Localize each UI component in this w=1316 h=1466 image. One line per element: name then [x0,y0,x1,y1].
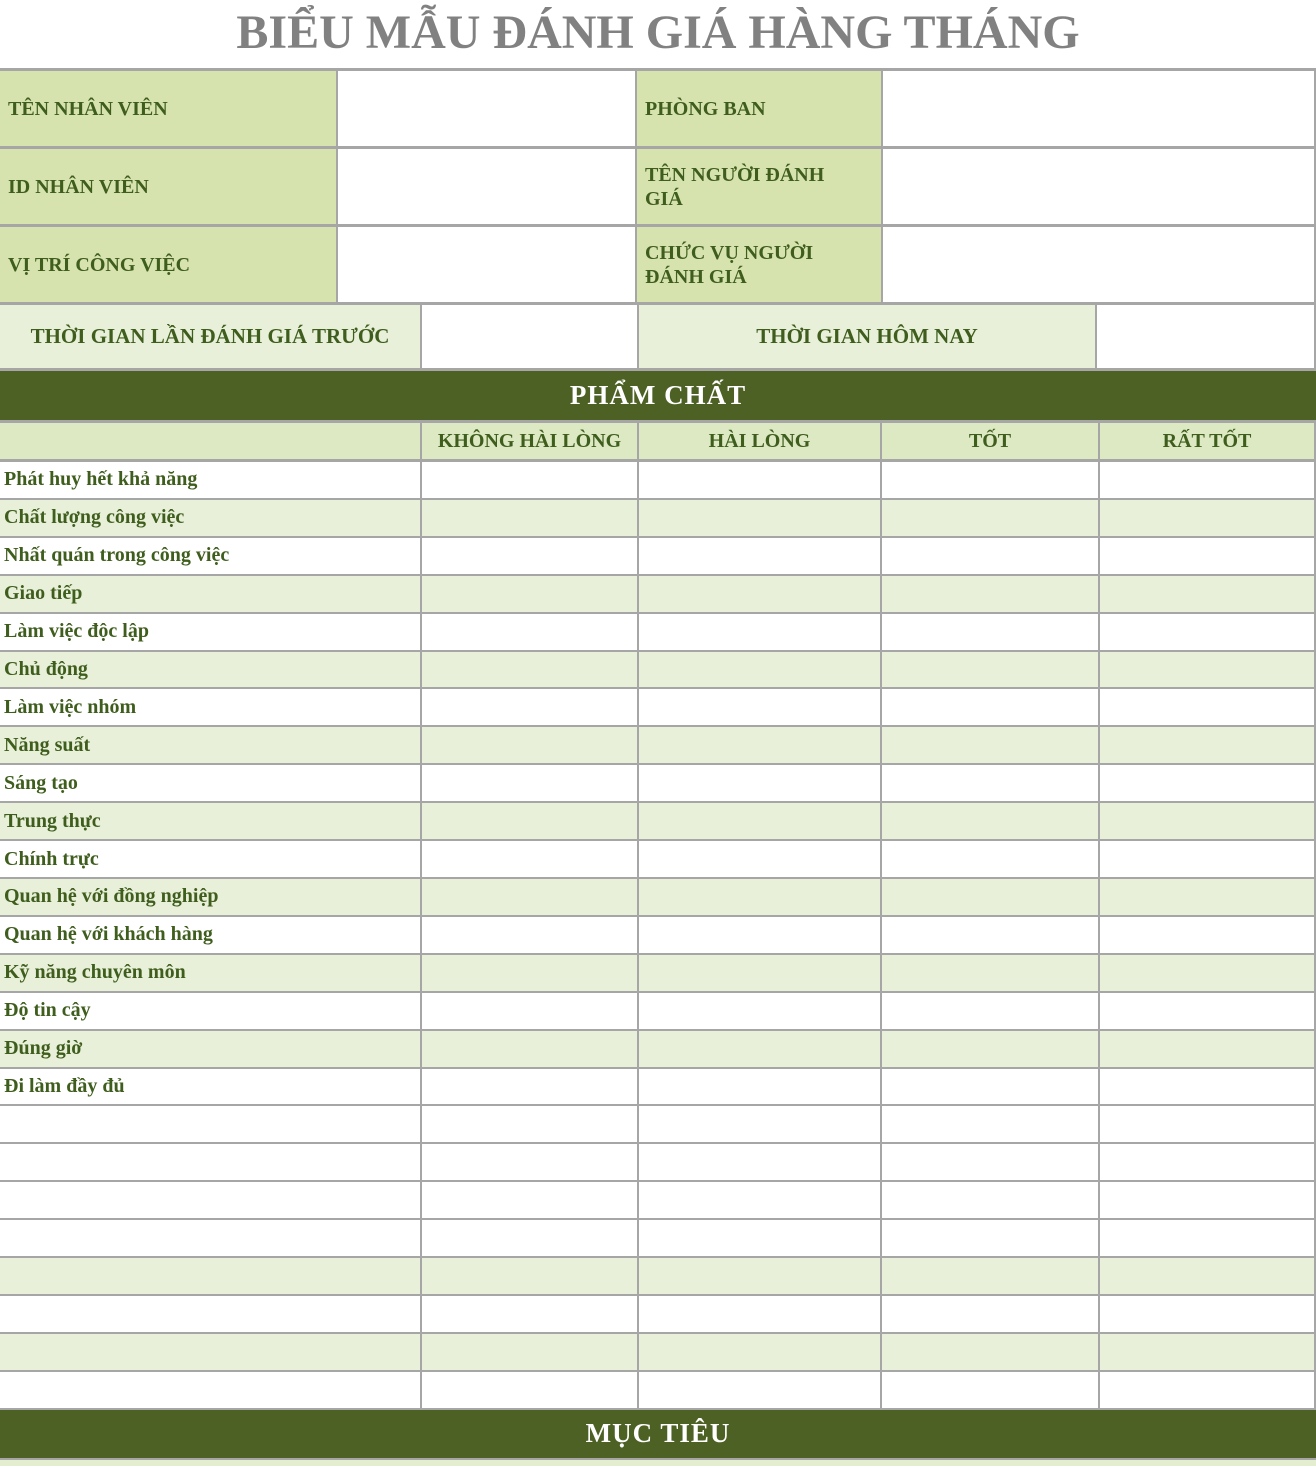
qualities-table [0,462,1316,1410]
rating-cell[interactable] [880,1334,1098,1370]
rating-cell[interactable] [637,1334,880,1370]
quality-row-label-text: Sáng tạo [4,771,78,794]
rating-cell[interactable] [880,1182,1098,1218]
goals-section-header: MỤC TIÊU [0,1410,1316,1460]
rating-cell[interactable] [880,841,1098,877]
rating-cell[interactable] [637,500,880,536]
id-nhan-vien-value-cell[interactable] [336,149,635,224]
quality-row-label [0,993,420,1029]
rating-cell[interactable] [1098,500,1314,536]
rating-cell[interactable] [637,841,880,877]
quality-row-label [0,500,420,536]
quality-row-label [0,1372,420,1408]
rating-cell[interactable] [420,652,637,688]
rating-cell[interactable] [637,1296,880,1332]
rating-cell[interactable] [637,955,880,991]
rating-cell[interactable] [637,1069,880,1105]
quality-row [0,727,1316,765]
rating-cell[interactable] [1098,803,1314,839]
rating-cell[interactable] [1098,652,1314,688]
rating-column-header-3 [1098,423,1314,459]
rating-cell[interactable] [637,538,880,574]
chuc-vu-nguoi-danh-gia-label [635,227,881,302]
quality-row-label [0,1258,420,1294]
rating-cell[interactable] [637,803,880,839]
rating-cell[interactable] [880,1144,1098,1180]
rating-cell[interactable] [637,1182,880,1218]
rating-cell[interactable] [420,462,637,498]
rating-cell[interactable] [1098,462,1314,498]
rating-cell[interactable] [880,917,1098,953]
rating-cell[interactable] [880,1372,1098,1408]
rating-cell[interactable] [880,993,1098,1029]
quality-row [0,917,1316,955]
rating-cell[interactable] [1098,538,1314,574]
thoi-gian-lan-danh-gia-truoc-value-cell[interactable] [420,305,637,368]
quality-row-label [0,1069,420,1105]
rating-cell[interactable] [1098,1106,1314,1142]
ten-nhan-vien-label-text: TÊN NHÂN VIÊN [8,97,168,120]
quality-row-label [0,727,420,763]
rating-cell[interactable] [880,803,1098,839]
quality-row [0,879,1316,917]
rating-cell[interactable] [637,614,880,650]
thoi-gian-hom-nay-label [637,305,1095,368]
quality-row [0,1258,1316,1296]
quality-row-label-text: Làm việc độc lập [4,620,149,643]
ten-nhan-vien-label [0,71,336,146]
rating-cell[interactable] [420,765,637,801]
quality-row-label [0,689,420,725]
rating-cell[interactable] [420,1069,637,1105]
rating-cell[interactable] [420,955,637,991]
quality-row-label-text: Năng suất [4,733,91,756]
thoi-gian-lan-danh-gia-truoc-label [0,305,420,368]
id-nhan-vien-label [0,149,336,224]
quality-row-label [0,462,420,498]
quality-row [0,500,1316,538]
rating-cell[interactable] [880,576,1098,612]
rating-cell[interactable] [420,841,637,877]
quality-row [0,1182,1316,1220]
quality-row-label [0,652,420,688]
quality-row-label-text: Độ tin cậy [4,999,91,1022]
rating-cell[interactable] [637,1106,880,1142]
quality-row [0,1069,1316,1107]
ten-nguoi-danh-gia-value-cell[interactable] [881,149,1314,224]
quality-row-label [0,538,420,574]
rating-cell[interactable] [420,614,637,650]
quality-row [0,576,1316,614]
quality-row [0,1372,1316,1410]
rating-cell[interactable] [1098,955,1314,991]
quality-row-label [0,576,420,612]
info-row [0,227,1316,305]
rating-cell[interactable] [880,1106,1098,1142]
rating-cell[interactable] [880,1258,1098,1294]
ten-nguoi-danh-gia-label [635,149,881,224]
rating-cell[interactable] [420,879,637,915]
rating-cell[interactable] [420,1372,637,1408]
rating-cell[interactable] [880,614,1098,650]
rating-cell[interactable] [1098,727,1314,763]
quality-row-label [0,803,420,839]
rating-cell[interactable] [637,1220,880,1256]
vi-tri-cong-viec-value-cell[interactable] [336,227,635,302]
employee-info-section [0,68,1316,305]
quality-row [0,993,1316,1031]
quality-row-label [0,955,420,991]
phong-ban-value-cell[interactable] [881,71,1314,146]
qualities-section-header: PHẨM CHẤT [0,371,1316,423]
rating-cell[interactable] [1098,841,1314,877]
quality-row-label [0,1220,420,1256]
rating-cell[interactable] [420,1258,637,1294]
quality-row-label-text: Phát huy hết khả năng [4,468,198,491]
quality-row-label [0,765,420,801]
phong-ban-label-text: PHÒNG BAN [645,97,766,120]
rating-cell[interactable] [420,1220,637,1256]
rating-cell[interactable] [420,576,637,612]
quality-row-label-text: Quan hệ với đồng nghiệp [4,885,219,908]
rating-cell[interactable] [880,462,1098,498]
rating-cell[interactable] [420,727,637,763]
evaluation-time-row [0,305,1316,371]
rating-cell[interactable] [880,727,1098,763]
quality-row-label-text: Chất lượng công việc [4,506,185,529]
quality-row [0,1296,1316,1334]
quality-row [0,765,1316,803]
rating-cell[interactable] [420,1106,637,1142]
rating-cell[interactable] [420,1334,637,1370]
rating-header-row [0,423,1316,462]
quality-row-label-text: Chính trực [4,847,99,870]
rating-cell[interactable] [420,500,637,536]
page-title: BIỂU MẪU ĐÁNH GIÁ HÀNG THÁNG [236,6,1080,59]
vi-tri-cong-viec-label-text: VỊ TRÍ CÔNG VIỆC [8,253,191,276]
quality-row [0,1144,1316,1182]
rating-cell[interactable] [420,689,637,725]
quality-row [0,689,1316,727]
quality-row-label [0,917,420,953]
rating-column-header-0-text: KHÔNG HÀI LÒNG [437,429,622,452]
rating-cell[interactable] [1098,1296,1314,1332]
rating-cell[interactable] [880,765,1098,801]
quality-row-label [0,1182,420,1218]
rating-cell[interactable] [1098,576,1314,612]
rating-cell[interactable] [637,1258,880,1294]
rating-cell[interactable] [1098,993,1314,1029]
quality-row-label-text: Đúng giờ [4,1037,83,1060]
quality-row [0,652,1316,690]
rating-cell[interactable] [420,1144,637,1180]
quality-row-label [0,614,420,650]
thoi-gian-lan-danh-gia-truoc-label-text: THỜI GIAN LẦN ĐÁNH GIÁ TRƯỚC [30,324,390,348]
thoi-gian-hom-nay-label-text: THỜI GIAN HÔM NAY [756,324,978,348]
ten-nguoi-danh-gia-label-text: TÊN NGƯỜI ĐÁNH GIÁ [645,163,825,210]
quality-row-label-text: Kỹ năng chuyên môn [4,961,186,984]
goals-section-body-edge [0,1460,1316,1466]
chuc-vu-nguoi-danh-gia-value-cell[interactable] [881,227,1314,302]
rating-column-header-2 [880,423,1098,459]
rating-cell[interactable] [1098,1069,1314,1105]
rating-cell[interactable] [880,1296,1098,1332]
quality-row [0,1106,1316,1144]
rating-cell[interactable] [420,1031,637,1067]
quality-row-label-text: Nhất quán trong công việc [4,544,230,567]
rating-cell[interactable] [637,652,880,688]
quality-row-label-text: Trung thực [4,809,101,832]
rating-cell[interactable] [1098,765,1314,801]
quality-row [0,538,1316,576]
rating-column-header-3-text: RẤT TỐT [1162,429,1252,452]
rating-cell[interactable] [1098,1372,1314,1408]
rating-cell[interactable] [880,500,1098,536]
quality-row [0,841,1316,879]
quality-row-label-text: Đi làm đầy đủ [4,1074,125,1097]
rating-cell[interactable] [1098,879,1314,915]
quality-row-label [0,1144,420,1180]
rating-cell[interactable] [420,1296,637,1332]
rating-cell[interactable] [637,1144,880,1180]
quality-row-label [0,1031,420,1067]
rating-column-header-1 [637,423,880,459]
rating-cell[interactable] [420,538,637,574]
quality-row-label [0,1106,420,1142]
rating-cell[interactable] [637,689,880,725]
rating-cell[interactable] [637,1031,880,1067]
quality-row-label [0,1296,420,1332]
rating-header-blank [0,423,420,459]
quality-row [0,462,1316,500]
thoi-gian-hom-nay-value-cell[interactable] [1095,305,1314,368]
vi-tri-cong-viec-label [0,227,336,302]
rating-cell[interactable] [637,993,880,1029]
rating-cell[interactable] [880,955,1098,991]
rating-cell[interactable] [880,689,1098,725]
quality-row-label [0,841,420,877]
rating-cell[interactable] [880,879,1098,915]
ten-nhan-vien-value-cell[interactable] [336,71,635,146]
rating-cell[interactable] [637,879,880,915]
quality-row-label [0,1334,420,1370]
rating-cell[interactable] [1098,1144,1314,1180]
quality-row-label [0,879,420,915]
rating-column-header-2-text: TỐT [968,429,1012,452]
info-row [0,71,1316,149]
quality-row [0,803,1316,841]
rating-cell[interactable] [637,462,880,498]
quality-row-label-text: Quan hệ với khách hàng [4,923,213,946]
rating-cell[interactable] [1098,614,1314,650]
phong-ban-label [635,71,881,146]
rating-cell[interactable] [1098,917,1314,953]
quality-row-label-text: Chủ động [4,657,88,680]
quality-row [0,614,1316,652]
rating-cell[interactable] [880,1069,1098,1105]
rating-cell[interactable] [1098,1334,1314,1370]
rating-cell[interactable] [880,652,1098,688]
quality-row-label-text: Làm việc nhóm [4,695,137,718]
rating-cell[interactable] [637,576,880,612]
rating-cell[interactable] [1098,1031,1314,1067]
rating-cell[interactable] [880,538,1098,574]
rating-cell[interactable] [880,1031,1098,1067]
rating-cell[interactable] [637,1372,880,1408]
id-nhan-vien-label-text: ID NHÂN VIÊN [8,175,149,198]
info-row [0,149,1316,227]
rating-cell[interactable] [1098,689,1314,725]
chuc-vu-nguoi-danh-gia-label-text: CHỨC VỤ NGƯỜI ĐÁNH GIÁ [645,241,814,288]
rating-cell[interactable] [637,917,880,953]
rating-cell[interactable] [420,917,637,953]
rating-column-header-0 [420,423,637,459]
rating-cell[interactable] [637,727,880,763]
rating-cell[interactable] [880,1220,1098,1256]
rating-column-header-1-text: HÀI LÒNG [708,429,811,452]
quality-row [0,955,1316,993]
quality-row [0,1031,1316,1069]
rating-cell[interactable] [420,993,637,1029]
rating-cell[interactable] [1098,1182,1314,1218]
rating-cell[interactable] [637,765,880,801]
rating-cell[interactable] [1098,1258,1314,1294]
rating-cell[interactable] [420,1182,637,1218]
quality-row [0,1220,1316,1258]
quality-row [0,1334,1316,1372]
rating-cell[interactable] [420,803,637,839]
quality-row-label-text: Giao tiếp [4,582,83,605]
rating-cell[interactable] [1098,1220,1314,1256]
